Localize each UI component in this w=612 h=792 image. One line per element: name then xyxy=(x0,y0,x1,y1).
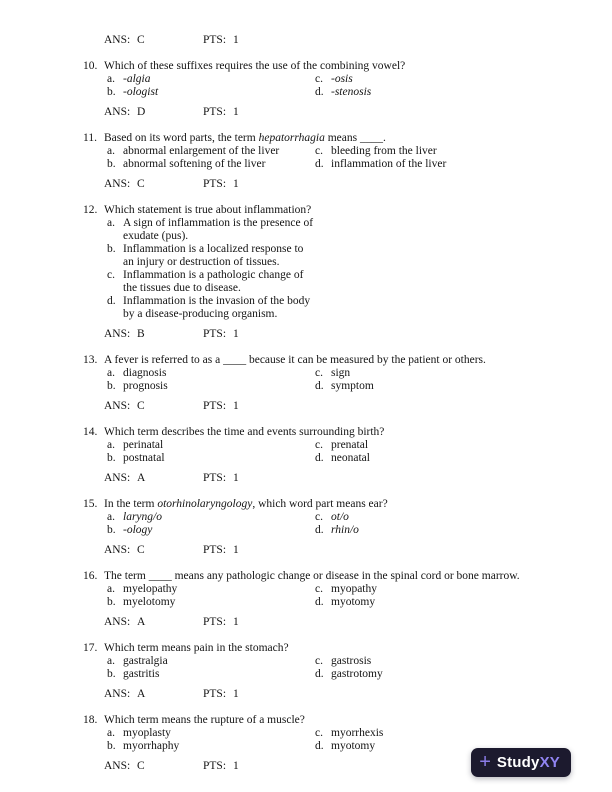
question-line xyxy=(83,498,582,511)
option-text: myelotomy xyxy=(123,596,176,608)
option xyxy=(315,145,437,158)
pts-value: 1 xyxy=(233,760,239,772)
option xyxy=(107,269,315,295)
option-text: gastrosis xyxy=(331,655,372,667)
options xyxy=(107,511,582,537)
question-line xyxy=(83,570,582,583)
option-text: perinatal xyxy=(123,439,164,451)
option-letter: a. xyxy=(107,583,115,595)
question-number: 12. xyxy=(83,204,98,216)
answer-line xyxy=(104,106,582,119)
option-text: laryng/o xyxy=(123,511,162,523)
question-line xyxy=(83,642,582,655)
pts-value: 1 xyxy=(233,544,239,556)
answer-line-top xyxy=(104,34,582,47)
option-letter: d. xyxy=(315,86,324,98)
option xyxy=(315,439,368,452)
pts-value: 1 xyxy=(233,106,239,118)
studyxy-logo[interactable] xyxy=(471,748,571,777)
answer-line xyxy=(104,472,582,485)
question-text: In the term otorhinolaryngology, which word part means ear? xyxy=(104,498,388,510)
option-text: -ology xyxy=(123,524,153,536)
ans-value: C xyxy=(137,400,145,412)
ans-value: D xyxy=(137,106,146,118)
option xyxy=(107,86,315,99)
option-letter: c. xyxy=(315,73,323,85)
option-letter: d. xyxy=(107,295,116,307)
option-letter: b. xyxy=(107,668,116,680)
option xyxy=(315,727,383,740)
ans-value: A xyxy=(137,688,146,700)
option-letter: a. xyxy=(107,439,115,451)
option-text: A sign of inflammation is the presence of exudate (pus). xyxy=(123,217,314,242)
option-letter: a. xyxy=(107,727,115,739)
question-number: 14. xyxy=(83,426,98,438)
pts-label: PTS: xyxy=(203,400,227,412)
option-text: Inflammation is a pathologic change of the tissues due to disease. xyxy=(123,269,304,294)
option xyxy=(107,158,315,171)
option xyxy=(107,217,315,243)
option xyxy=(315,73,353,86)
option xyxy=(107,583,315,596)
question-line xyxy=(83,60,582,73)
option xyxy=(107,452,315,465)
options xyxy=(107,439,582,465)
option-text: Inflammation is the invasion of the body by a disease-producing organism. xyxy=(123,295,311,320)
option-text: prenatal xyxy=(331,439,369,451)
option xyxy=(107,145,315,158)
option-letter: b. xyxy=(107,524,116,536)
question-text: The term ____ means any pathologic change or disease in the spinal cord or bone marrow. xyxy=(104,570,520,582)
option-text: bleeding from the liver xyxy=(331,145,437,157)
ans-label: ANS: xyxy=(104,688,131,700)
options xyxy=(107,367,582,393)
option xyxy=(315,158,446,171)
option-letter: a. xyxy=(107,367,115,379)
option-letter: d. xyxy=(315,524,324,536)
option xyxy=(107,655,315,668)
option-letter: b. xyxy=(107,86,116,98)
pts-label: PTS: xyxy=(203,616,227,628)
option xyxy=(107,524,315,537)
options xyxy=(107,655,582,681)
logo-study-text: Study xyxy=(496,753,540,771)
option-letter: c. xyxy=(315,583,323,595)
ans-label: ANS: xyxy=(104,328,131,340)
pts-value: 1 xyxy=(233,688,239,700)
question xyxy=(83,132,582,191)
option-text: inflammation of the liver xyxy=(331,158,447,170)
option-letter: d. xyxy=(315,452,324,464)
option-letter: a. xyxy=(107,655,115,667)
option-text: diagnosis xyxy=(123,367,167,379)
option-letter: b. xyxy=(107,158,116,170)
option-letter: c. xyxy=(315,511,323,523)
logo-xy-text: XY xyxy=(539,753,560,771)
question-number: 18. xyxy=(83,714,98,726)
option xyxy=(107,668,315,681)
option-letter: b. xyxy=(107,452,116,464)
question xyxy=(83,354,582,413)
ans-label: ANS: xyxy=(104,400,131,412)
option-text: abnormal enlargement of the liver xyxy=(123,145,280,157)
pts-label: PTS: xyxy=(203,328,227,340)
option-letter: d. xyxy=(315,596,324,608)
option-letter: b. xyxy=(107,243,116,255)
question-number: 10. xyxy=(83,60,98,72)
question-text: Which term describes the time and events surrounding birth? xyxy=(104,426,385,438)
answer-line xyxy=(104,616,582,629)
option xyxy=(315,511,349,524)
option xyxy=(315,668,383,681)
option-text: postnatal xyxy=(123,452,165,464)
option xyxy=(107,73,315,86)
ans-label: ANS: xyxy=(104,106,131,118)
question-text: Which of these suffixes requires the use of the combining vowel? xyxy=(104,60,406,72)
options xyxy=(107,145,582,171)
option xyxy=(107,511,315,524)
question-line xyxy=(83,354,582,367)
ans-value: A xyxy=(137,472,146,484)
ans-value: A xyxy=(137,616,146,628)
ans-value: C xyxy=(137,544,145,556)
option xyxy=(107,380,315,393)
question xyxy=(83,426,582,485)
question-text: Which term means pain in the stomach? xyxy=(104,642,289,654)
ans-value: B xyxy=(137,328,145,340)
question-line xyxy=(83,714,582,727)
answer-line xyxy=(104,178,582,191)
option xyxy=(315,86,371,99)
pts-label: PTS: xyxy=(203,34,227,46)
option-letter: d. xyxy=(315,740,324,752)
ans-label: ANS: xyxy=(104,616,131,628)
option-text: rhin/o xyxy=(331,524,359,536)
option-text: Inflammation is a localized response to an injury or destruction of tissues. xyxy=(123,243,304,268)
ans-value: C xyxy=(137,178,145,190)
ans-label: ANS: xyxy=(104,760,131,772)
pts-label: PTS: xyxy=(203,544,227,556)
question xyxy=(83,570,582,629)
answer-line xyxy=(104,400,582,413)
option xyxy=(315,367,350,380)
option xyxy=(315,380,374,393)
option xyxy=(107,243,315,269)
pts-label: PTS: xyxy=(203,106,227,118)
plus-icon: + xyxy=(479,751,491,773)
question-text: Which statement is true about inflammation? xyxy=(104,204,312,216)
ans-label: ANS: xyxy=(104,472,131,484)
option-letter: a. xyxy=(107,511,115,523)
pts-label: PTS: xyxy=(203,688,227,700)
question-number: 13. xyxy=(83,354,98,366)
option xyxy=(315,452,370,465)
option-letter: b. xyxy=(107,380,116,392)
option-letter: d. xyxy=(315,380,324,392)
question xyxy=(83,204,582,341)
answer-line xyxy=(104,688,582,701)
option-letter: b. xyxy=(107,596,116,608)
option-text: -algia xyxy=(123,73,151,85)
options xyxy=(107,73,582,99)
option-letter: d. xyxy=(315,668,324,680)
option-letter: c. xyxy=(315,727,323,739)
option-text: myelopathy xyxy=(123,583,178,595)
option-text: -ologist xyxy=(123,86,159,98)
option xyxy=(315,524,359,537)
answer-line xyxy=(104,328,582,341)
option-letter: c. xyxy=(315,439,323,451)
ans-value: C xyxy=(137,760,145,772)
question-text: Which term means the rupture of a muscle? xyxy=(104,714,305,726)
question-text: A fever is referred to as a ____ because it can be measured by the patient or others. xyxy=(104,354,486,366)
question-line xyxy=(83,132,582,145)
pts-label: PTS: xyxy=(203,760,227,772)
option-text: gastritis xyxy=(123,668,160,680)
question-number: 17. xyxy=(83,642,98,654)
question-number: 11. xyxy=(83,132,97,144)
question xyxy=(83,642,582,701)
option-letter: a. xyxy=(107,217,115,229)
option-letter: a. xyxy=(107,145,115,157)
pts-label: PTS: xyxy=(203,472,227,484)
option xyxy=(107,367,315,380)
question-number: 15. xyxy=(83,498,98,510)
option-letter: a. xyxy=(107,73,115,85)
option-letter: c. xyxy=(315,145,323,157)
pts-value: 1 xyxy=(233,34,239,46)
option-text: gastrotomy xyxy=(331,668,383,680)
option xyxy=(107,740,315,753)
questions xyxy=(83,60,582,773)
option xyxy=(107,439,315,452)
logo-text xyxy=(496,753,560,771)
question xyxy=(83,498,582,557)
pts-label: PTS: xyxy=(203,178,227,190)
option xyxy=(107,727,315,740)
option-text: myotomy xyxy=(331,596,376,608)
question-number: 16. xyxy=(83,570,98,582)
ans-label: ANS: xyxy=(104,34,131,46)
ans-label: ANS: xyxy=(104,544,131,556)
option xyxy=(107,596,315,609)
option-text: myoplasty xyxy=(123,727,171,739)
question-line xyxy=(83,426,582,439)
option-text: -osis xyxy=(331,73,353,85)
option-letter: b. xyxy=(107,740,116,752)
option xyxy=(315,596,375,609)
ans-label: ANS: xyxy=(104,178,131,190)
option-letter: c. xyxy=(315,367,323,379)
option-text: prognosis xyxy=(123,380,168,392)
option-text: neonatal xyxy=(331,452,370,464)
option xyxy=(315,583,377,596)
options xyxy=(107,583,582,609)
question-text: Based on its word parts, the term hepatorrhagia means ____. xyxy=(104,132,386,144)
option-text: -stenosis xyxy=(331,86,372,98)
option xyxy=(107,295,315,321)
question xyxy=(83,60,582,119)
pts-value: 1 xyxy=(233,178,239,190)
option xyxy=(315,740,375,753)
question-line xyxy=(83,204,582,217)
option-text: symptom xyxy=(331,380,374,392)
option xyxy=(315,655,371,668)
option-text: myorrhaphy xyxy=(123,740,180,752)
ans-value: C xyxy=(137,34,145,46)
option-text: myotomy xyxy=(331,740,376,752)
pts-value: 1 xyxy=(233,400,239,412)
option-letter: c. xyxy=(107,269,115,281)
options xyxy=(107,217,582,321)
pts-value: 1 xyxy=(233,616,239,628)
option-text: myopathy xyxy=(331,583,377,595)
option-text: myorrhexis xyxy=(331,727,384,739)
pts-value: 1 xyxy=(233,472,239,484)
option-letter: d. xyxy=(315,158,324,170)
option-text: abnormal softening of the liver xyxy=(123,158,266,170)
option-text: gastralgia xyxy=(123,655,168,667)
option-text: sign xyxy=(331,367,351,379)
option-text: ot/o xyxy=(331,511,349,523)
answer-line xyxy=(104,544,582,557)
option-letter: c. xyxy=(315,655,323,667)
pts-value: 1 xyxy=(233,328,239,340)
